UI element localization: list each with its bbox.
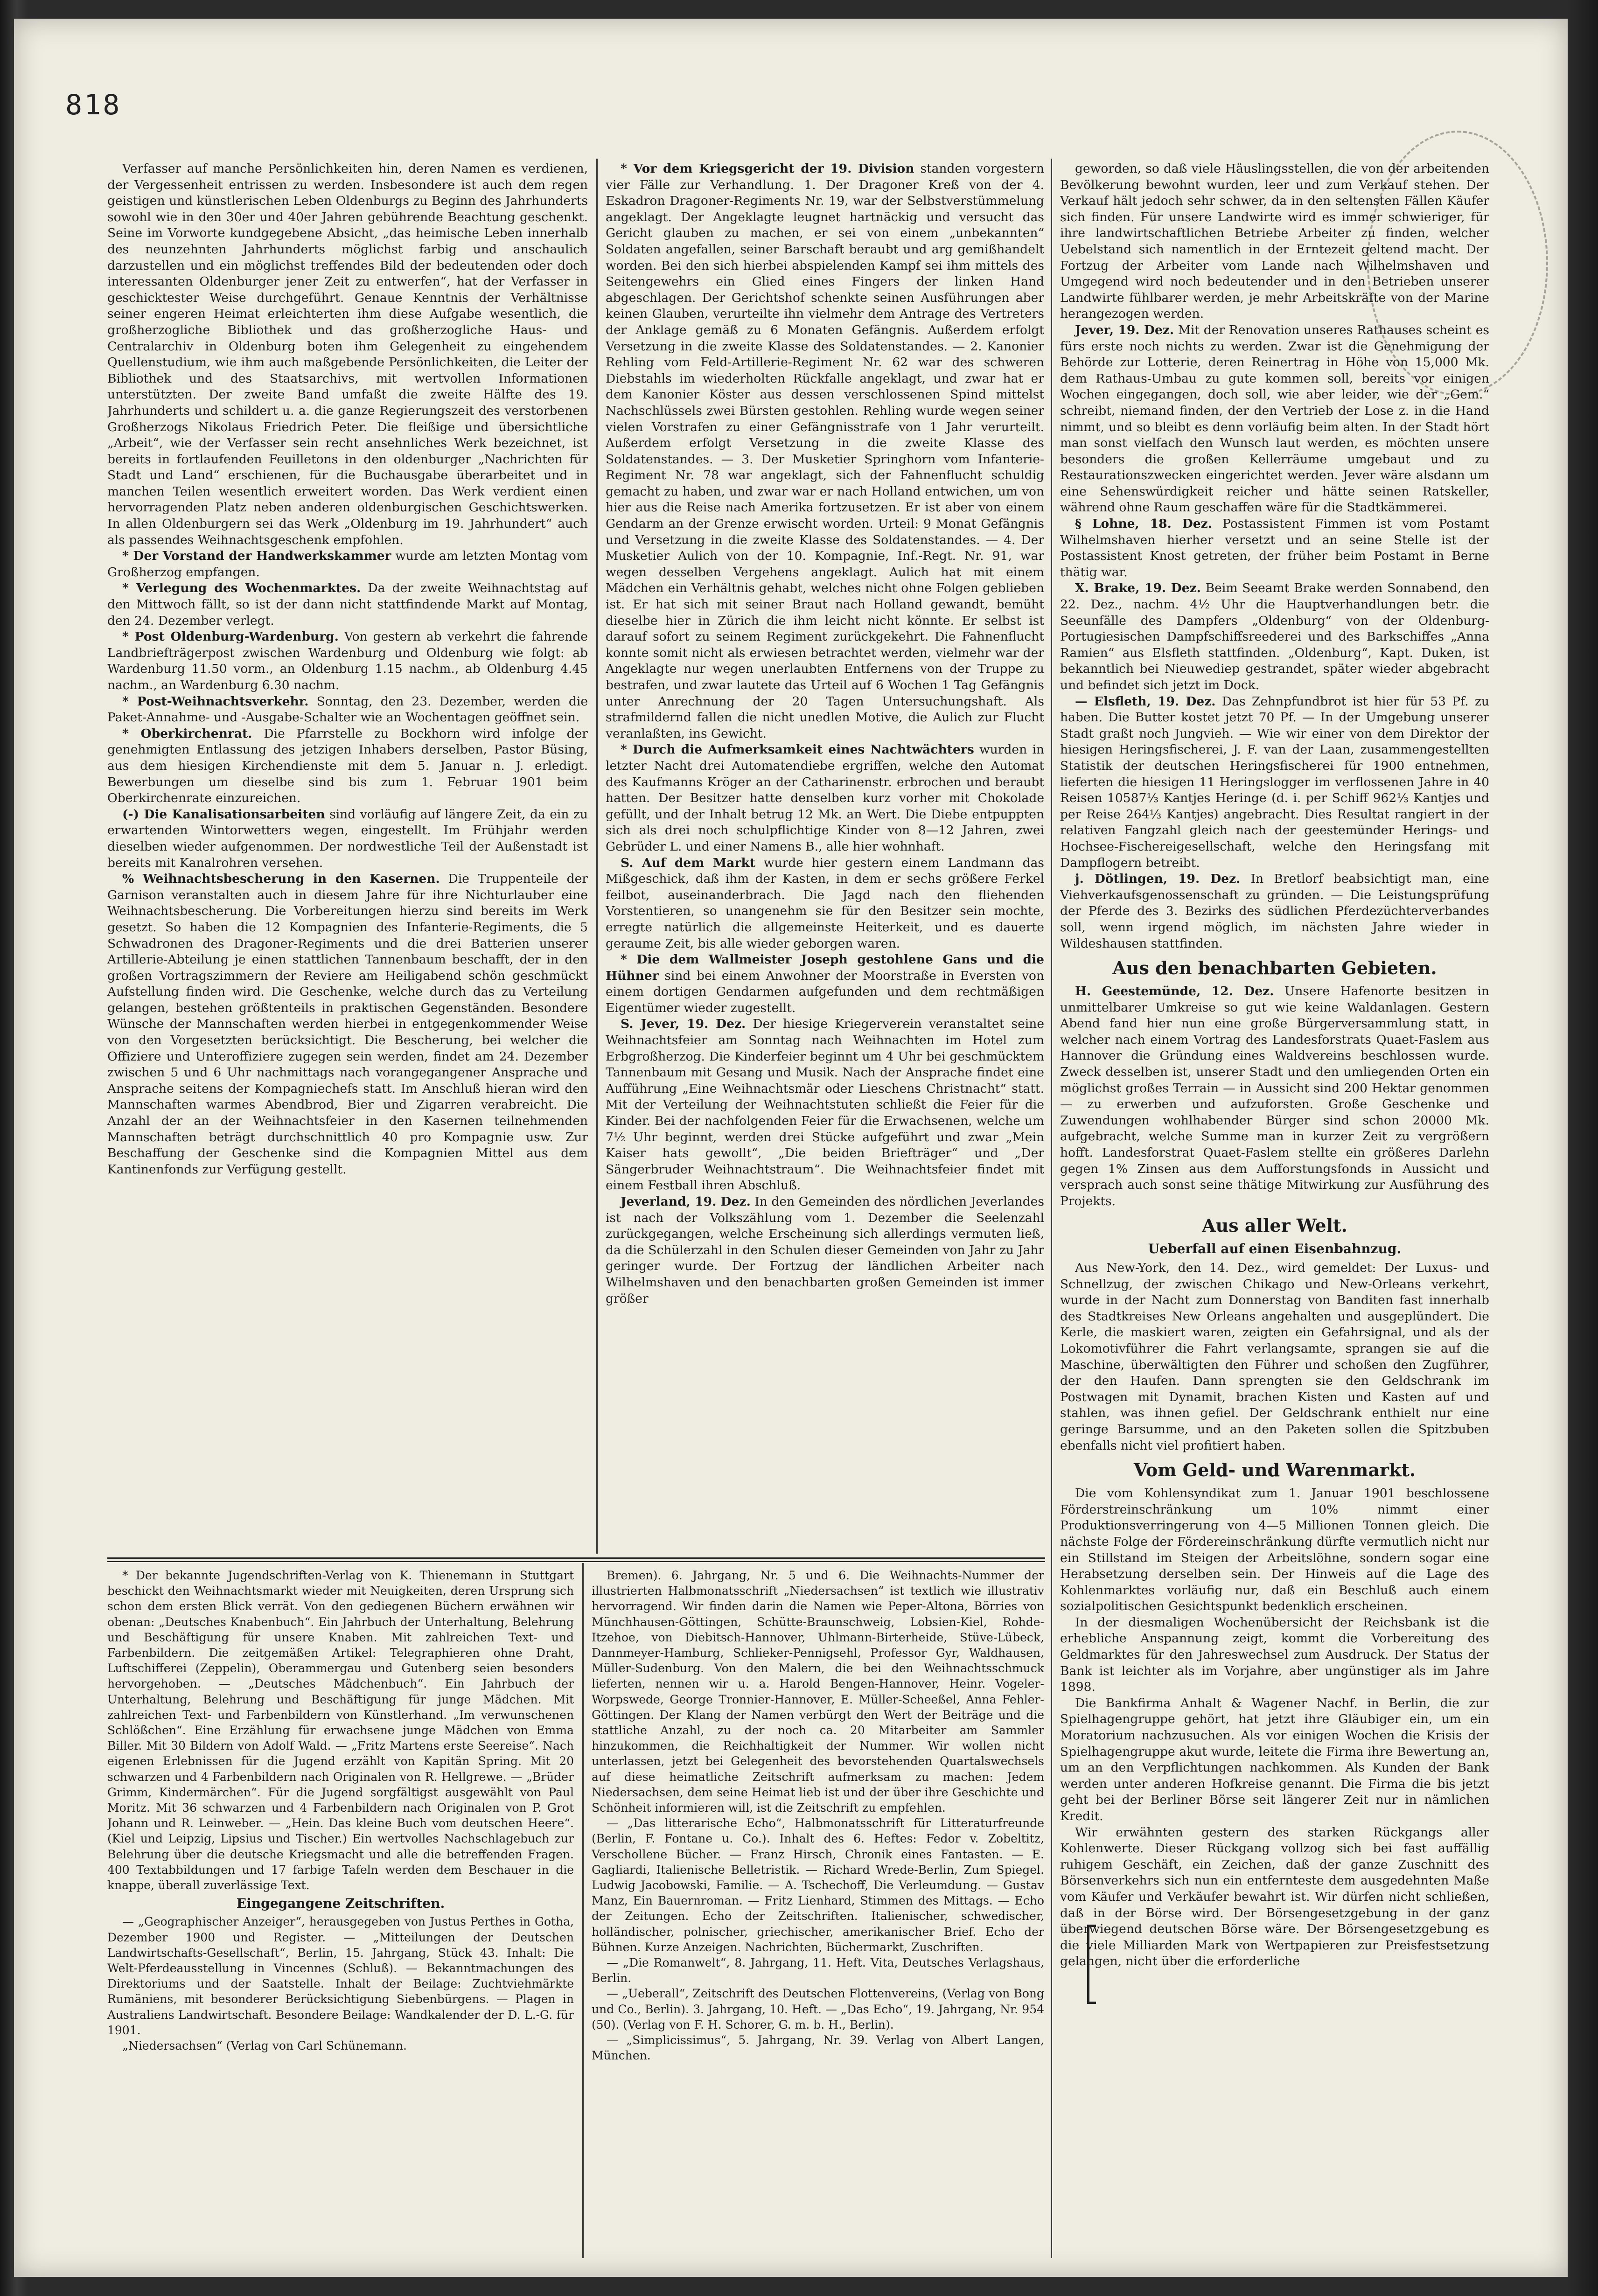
article-text: sind bei einem Anwohner der Moorstraße in Eversten von einem dortigen Gendarmen aufgefunden und dem rechtmäßigen Eigentümer wieder zugestellt.	[606, 968, 1044, 1015]
article-paragraph	[107, 2038, 574, 2053]
article-headline: S. Auf dem Markt	[621, 855, 755, 870]
article-text: geworden, so daß viele Häuslingsstellen, die von der arbeitenden Bevölkerung bewohnt wurden, leer und zum Verkauf stehen. Der Verkauf hält jedoch sehr schwer, da in den seltensten Fällen Käufer sich finden. Für unsere Landwirte wird es immer schwieriger, für ihre landwirtschaftlichen Betriebe Arbeiter zu finden, welcher Uebelstand sich namentlich in der Erntezeit geltend macht. Der Fortzug der Arbeiter vom Lande nach Wilhelmshaven und Umgegend wird noch bedeutender und in den Betrieben unserer Landwirte fühlbarer werden, je mehr Arbeitskräfte von der Marine herangezogen werden.	[1060, 161, 1489, 321]
article-text: Beim Seeamt Brake werden Sonnabend, den 22. Dez., nachm. 4½ Uhr die Hauptverhandlungen betr. die Seeunfälle des Dampfers „Oldenburg“ von der Oldenburg-Portugiesischen Dampfschiffsreederei und des Barkschiffes „Anna Ramien“ aus Elsfleth stattfinden. „Oldenburg“, Kapt. Duken, ist bekanntlich bei Nieuwediep gestrandet, später wieder abgebracht und befindet sich jetzt im Dock.	[1060, 581, 1489, 692]
article-text: wurde am letzten Montag vom Großherzog empfangen.	[107, 549, 588, 579]
column-divider	[596, 159, 598, 1554]
article-text: wurde hier gestern einem Landmann das Mißgeschick, daß ihm der Kasten, in dem er sechs größere Ferkel feilbot, auseinanderbrach. Die Jagd nach den fliehenden Vorstentieren, so unangenehm sie für den Besitzer sein mochte, erregte natürlich die allgemeinste Heiterkeit, und es dauerte geraume Zeit, bis alle wieder geborgen waren.	[606, 855, 1044, 951]
article-headline: * Die dem Wallmeister Joseph gestohlene Gans und die Hühner	[606, 952, 1044, 983]
article-paragraph	[107, 1568, 574, 1893]
article-text: Von gestern ab verkehrt die fahrende Landbriefträgerpost zwischen Wardenburg und Oldenburg wie folgt: ab Wardenburg 11.50 vorm., an Oldenburg 1.15 nachm., ab Oldenburg 4.45 nachm., an Wardenburg 6.30 nachm.	[107, 629, 588, 692]
article-paragraph	[107, 548, 588, 580]
margin-bracket-mark	[1087, 1925, 1096, 2004]
article-paragraph	[592, 1955, 1044, 1986]
article-paragraph	[1060, 984, 1489, 1209]
article-text: Der hiesige Kriegerverein veranstaltet seine Weihnachtsfeier am Sonntag nach Weihnachten im Hotel zum Erbgroßherzog. Die Kinderfeier beginnt um 4 Uhr bei geschmücktem Tannenbaum mit Gesang und Musik. Nach der Ansprache findet eine Aufführung „Eine Weihnachtsmär oder Lieschens Christnacht“ statt. Mit der Verteilung der Weihnachtstuten schließt die Feier für die Kinder. Bei der nachfolgenden Feier für die Erwachsenen, welche um 7½ Uhr beginnt, werden drei Stücke aufgeführt und zwar „Mein Kaiser hats gewollt“, „Die beiden Briefträger“ und „Der Sängerbruder Weihnachtstraum“. Die Weihnachtsfeier findet mit einem Festball ihren Abschluß.	[606, 1017, 1044, 1193]
article-paragraph	[1060, 1615, 1489, 1696]
article-text: Die Pfarrstelle zu Bockhorn wird infolge der genehmigten Entlassung des jetzigen Inhabers derselben, Pastor Büsing, aus dem hiesigen Kirchendienste mit dem 5. Januar n. J. erledigt. Bewerbungen um dieselbe sind bis zum 1. Februar 1901 beim Oberkirchenrate einzureichen.	[107, 726, 588, 806]
article-paragraph	[1060, 1696, 1489, 1825]
article-paragraph	[1060, 1260, 1489, 1454]
article-headline: § Lohne, 18. Dez.	[1075, 516, 1212, 531]
article-paragraph	[1060, 1825, 1489, 1970]
article-text: Die vom Kohlensyndikat zum 1. Januar 1901 beschlossene Förderstreinschränkung um 10% nimmt einer Produktionsverringerung von 4—5 Millionen Tonnen gleich. Die nächste Folge der Fördereinschränkung dürfte vermutlich nicht nur ein Stillstand im Steigen der Arbeitslöhne, sondern sogar eine Herabsetzung derselben sein. Der Hinweis auf die Lage des Kohlenmarktes vorläufig nur, daß ein Beschluß auch einem sozialpolitischen Gesichtspunkt bedenklich erscheinen.	[1060, 1486, 1489, 1614]
article-text: — „Ueberall“, Zeitschrift des Deutschen Flottenvereins, (Verlag von Bong und Co., Berlin). 3. Jahrgang, 10. Heft. — „Das Echo“, 19. Jahrgang, Nr. 954 (50). (Verlag von F. H. Schorer, G. m. b. H., Berlin).	[592, 1987, 1044, 2031]
subheading: Eingegangene Zeitschriften.	[236, 1896, 445, 1912]
horizontal-divider	[107, 1561, 1045, 1562]
article-text: Wir erwähnten gestern des starken Rückgangs aller Kohlenwerte. Dieser Rückgang vollzog sich bei fast auffällig ruhigem Geschäft, ein Zeichen, daß der ganze Zuschnitt des Börsenverkehrs sich nun ein entfernteste dem ausgedehnten Maße vom Käufer und Verkäufer bewahrt ist. Wir dürfen nicht schließen, daß in der Börse wird. Der Börsengesetzgebung in der ganz überwiegend deutschen Börse wäre. Der Börsengesetzgebung es die viele Milliarden Mark von Wertpapieren zur Preisfestsetzung gelangen, nicht über die erforderliche	[1060, 1825, 1489, 1969]
bottom-middle-column	[592, 1568, 1044, 2263]
article-paragraph	[592, 1986, 1044, 2032]
article-paragraph	[606, 855, 1044, 952]
article-text: In Bretlorf beabsichtigt man, eine Viehverkaufsgenossenschaft zu gründen. — Die Leistungsprüfung der Pferde des 3. Bezirks des südlichen Pferdezüchterverbandes soll, wenn irgend möglich, im nächsten Jahre wieder in Wildeshausen stattfinden.	[1060, 872, 1489, 951]
article-paragraph	[107, 726, 588, 807]
article-headline: S. Jever, 19. Dez.	[621, 1017, 746, 1032]
article-text: Sonntag, den 23. Dezember, werden die Paket-Annahme- und -Ausgabe-Schalter wie an Wochentagen geöffnet sein.	[107, 694, 588, 725]
article-headline: H. Geestemünde, 12. Dez.	[1075, 984, 1274, 999]
section-heading: Aus den benachbarten Gebieten.	[1112, 957, 1437, 979]
article-text: Da der zweite Weihnachtstag auf den Mittwoch fällt, so ist der dann nicht stattfindende Markt auf Montag, den 24. Dezember verlegt.	[107, 581, 588, 628]
article-paragraph	[1060, 871, 1489, 952]
article-text: Die Truppenteile der Garnison veranstalten auch in diesem Jahre für ihre Nichturlauber eine Weihnachtsbescherung. Die Vorbereitungen hierzu sind bereits im Werk gesetzt. So haben die 12 Kompagnien des Infanterie-Regiments, die 5 Schwadronen des Dragoner-Regiments und die drei Batterien unserer Artillerie-Abteilung je einen stattlichen Tannenbaum beschafft, der in den großen Vortragszimmern der Reviere am Heiligabend schön geschmückt Aufstellung finden wird. Die Geschenke, welche durch das zu Verteilung gelangen, bestehen größtenteils in praktischen Gegenständen. Besondere Wünsche der Mannschaften werden hierbei in entgegenkommender Weise von den Vorgesetzten berücksichtigt. Die Bescherung, bei welcher die Offiziere und Unteroffiziere zugegen sein werden, findet am 24. Dezember zwischen 5 und 6 Uhr nachmittags nach vorangegangener Ansprache und Ansprache seitens der Kompagniechefs statt. Im Anschluß hieran wird den Mannschaften warmes Abendbrod, Bier und Zigarren verabreicht. Die Anzahl der an der Weihnachtsfeier in den Kasernen teilnehmenden Mannschaften beträgt durchschnittlich 40 pro Kompagnie usw. Zur Beschaffung der Geschenke sind die Kompagnien Mittel aus dem Kantinenfonds zur Verfügung gestellt.	[107, 872, 588, 1177]
article-paragraph	[606, 742, 1044, 855]
article-headline: (-) Die Kanalisationsarbeiten	[122, 807, 325, 822]
article-headline: * Vor dem Kriegsgericht der 19. Division	[621, 161, 914, 176]
article-paragraph	[1060, 516, 1489, 580]
article-headline: * Verlegung des Wochenmarktes.	[122, 581, 361, 596]
article-paragraph	[107, 161, 588, 548]
article-headline: * Post-Weihnachtsverkehr.	[122, 694, 309, 709]
horizontal-divider	[107, 1557, 1045, 1559]
article-headline: * Post Oldenburg-Wardenburg.	[122, 629, 339, 644]
article-paragraph	[107, 807, 588, 871]
section-heading: Vom Geld- und Warenmarkt.	[1133, 1459, 1416, 1481]
article-text: Das Zehnpfundbrot ist hier für 53 Pf. zu haben. Die Butter kostet jetzt 70 Pf. — In der Umgebung unserer Stadt graßt noch Jungvieh. — Wie wir einer von dem Direktor der hiesigen Heringsfischerei, J. F. van der Laan, zusammengestellten Statistik der deutschen Heringsfischerei für 1900 entnehmen, lieferten die hiesigen 11 Heringslogger im verflossenen Jahre in 40 Reisen 10587⅓ Kantjes Heringe (d. i. per Schiff 962⅓ Kantjes und per Reise 264⅓ Kantjes) angebracht. Dies Resultat rangiert in der relativen Fangzahl gleich nach der geestemünder Herings- und Hochsee-Fischereigesellschaft, welche den Heringsfang mit Dampflogern betreibt.	[1060, 694, 1489, 870]
article-paragraph	[592, 1815, 1044, 1955]
article-paragraph	[606, 1194, 1044, 1307]
article-headline: * Der Vorstand der Handwerkskammer	[122, 549, 391, 564]
article-text: Aus New-York, den 14. Dez., wird gemeldet: Der Luxus- und Schnellzug, der zwischen Chikago und New-Orleans verkehrt, wurde in der Nacht zum Donnerstag von Banditen fast innerhalb des Stadtkreises New Orleans angehalten und ausgeplündert. Die Kerle, die maskiert waren, zeigten ein Gefahrsignal, und als der Lokomotivführer die Fahrt verlangsamte, sprangen sie auf die Maschine, überwältigten den Führer und schoßen den Zugführer, der den Haufen. Dann sprengten sie den Geldschrank im Postwagen mit Dynamit, brachen Kisten und Kasten auf und stahlen, was ihnen gefiel. Der Geldschrank enthielt nur eine geringe Barsumme, und an den Paketen sollen die Spitzbuben ebenfalls nicht viel profitiert haben.	[1060, 1261, 1489, 1453]
article-paragraph	[592, 1568, 1044, 1815]
article-paragraph	[107, 629, 588, 693]
article-text: Unsere Hafenorte besitzen in unmittelbarer Umkreise so gut wie keine Waldanlagen. Gestern Abend fand hier nun eine große Bürgerversammlung statt, in welcher nach einem Vortrag des Landesforstrats Quaet-Faslem aus Hannover die Gründung eines Waldvereins beschlossen wurde. Zweck desselben ist, unserer Stadt und den umliegenden Orten ein möglichst großes Terrain — in Aussicht sind 200 Hektar genommen — zu erwerben und aufzuforsten. Große Geschenke und Zuwendungen wohlhabender Bürger sind schon 20000 Mk. aufgebracht, welche Summe man in kurzer Zeit zu vergrößern hofft. Landesforstrat Quaet-Faslem stellte ein größeres Darlehn gegen 1% Zinsen aus dem Aufforstungsfonds in Aussicht und versprach auch sonst seine thätige Mitwirkung zur Ausführung des Projekts.	[1060, 984, 1489, 1208]
article-headline: Jeverland, 19. Dez.	[621, 1194, 751, 1209]
article-text: — „Geographischer Anzeiger“, herausgegeben von Justus Perthes in Gotha, Dezember 1900 und Register. — „Mitteilungen der Deutschen Landwirtschafts-Gesellschaft“, Berlin, 15. Jahrgang, Stück 43. Inhalt: Die Welt-Pferdeausstellung in Vincennes (Schluß). — Bekanntmachungen des Direktoriums und der Saatstelle. Inhalt der Beilage: Zuchtviehmärkte Rumäniens, mit besonderer Berücksichtigung Siebenbürgens. — Plagen in Australiens Landwirtschaft. Besondere Beilage: Wandkalender der D. L.-G. für 1901.	[107, 1915, 574, 2037]
article-paragraph	[107, 1914, 574, 2038]
right-column	[1060, 161, 1489, 2265]
article-headline: j. Dötlingen, 19. Dez.	[1075, 872, 1241, 886]
column-divider	[582, 1563, 584, 2258]
middle-column	[606, 161, 1044, 1551]
article-paragraph	[107, 871, 588, 1178]
page-number: 818	[65, 89, 122, 121]
article-text: Bremen). 6. Jahrgang, Nr. 5 und 6. Die Weihnachts-Nummer der illustrierten Halbmonatsschrift „Niedersachsen“ ist textlich wie illustrativ hervorragend. Wir finden darin die Namen wie Peper-Altona, Börries von Münchhausen-Göttingen, Schütte-Braunschweig, Lobsien-Kiel, Rohde-Itzehoe, von Diebitsch-Hannover, Uhlmann-Birterheide, Stüve-Lübeck, Dannmeyer-Hamburg, Schlieker-Pennigsehl, Professor Gyr, Waldhausen, Müller-Sudenburg. Von den Malern, die bei den Weihnachtsschmuck lieferten, nennen wir u. a. Harold Bengen-Hannover, Heinr. Vogeler-Worpswede, George Tronnier-Hannover, E. Müller-Scheeßel, Anna Fehler-Göttingen. Der Klang der Namen verbürgt den Wert der Beiträge und die stattliche Anzahl, zu der noch ca. 20 Mitarbeiter am Sammler hinzukommen, die Reichhaltigkeit der Nummer. Wir wollen nicht unterlassen, jetzt bei Gelegenheit des bevorstehenden Quartalswechsels auf diese heimatliche Zeitschrift aufmerksam zu machen: Jedem Niedersachsen, dem seine Heimat lieb ist und der über ihre Geschichte und Schönheit informieren will, ist die Zeitschrift zu empfehlen.	[592, 1569, 1044, 1815]
article-paragraph	[1060, 1486, 1489, 1615]
article-paragraph	[606, 1016, 1044, 1194]
article-paragraph	[606, 161, 1044, 742]
article-text: Postassistent Fimmen ist vom Postamt Wilhelmshaven hierher versetzt und an seine Stelle ist der Postassistent Knost getreten, der früher beim Postamt in Berne thätig war.	[1060, 516, 1489, 579]
article-text: — „Die Romanwelt“, 8. Jahrgang, 11. Heft. Vita, Deutsches Verlagshaus, Berlin.	[592, 1956, 1044, 1985]
left-column	[107, 161, 588, 1579]
article-paragraph	[107, 694, 588, 726]
article-headline: X. Brake, 19. Dez.	[1075, 581, 1201, 596]
article-text: — „Simplicissimus“, 5. Jahrgang, Nr. 39. Verlag von Albert Langen, München.	[592, 2033, 1044, 2063]
article-headline: % Weihnachtsbescherung in den Kasernen.	[122, 872, 440, 886]
article-headline: * Durch die Aufmerksamkeit eines Nachtwächters	[621, 742, 974, 757]
newspaper-page	[14, 19, 1568, 2277]
article-paragraph	[592, 2032, 1044, 2063]
bottom-left-column	[107, 1568, 574, 2263]
column-divider	[1051, 159, 1052, 2258]
scan-right-edge	[1568, 0, 1598, 2296]
article-paragraph	[1060, 580, 1489, 693]
article-text: Verfasser auf manche Persönlichkeiten hin, deren Namen es verdienen, der Vergessenheit entrissen zu werden. Insbesondere ist auch dem regen geistigen und künstlerischen Leben Oldenburgs zu Beginn des Jahrhunderts sowohl wie in den 30er und 40er Jahren gebührende Beachtung geschenkt. Seine im Vorworte kundgegebene Absicht, „das heimische Leben innerhalb des neunzehnten Jahrhunderts möglichst farbig und anschaulich darzustellen und ein möglichst treffendes Bild der bedeutenden oder doch interessanten Oldenburger jener Zeit zu entwerfen“, hat der Verfasser in geschicktester Weise durchgeführt. Genaue Kenntnis der Verhältnisse seiner engeren Heimat erleichterten ihm diese Aufgabe wesentlich, die großherzogliche Bibliothek und das großherzogliche Haus- und Centralarchiv in Oldenburg boten ihm Gelegenheit zu eingehendem Quellenstudium, wie ihm auch maßgebende Persönlichkeiten, die Leiter der Bibliothek und des Staatsarchivs, mit wertvollen Informationen unterstützten. Der zweite Band umfaßt die zweite Hälfte des 19. Jahrhunderts und schildert u. a. die ganze Regierungszeit des verstorbenen Großherzogs Nikolaus Friedrich Peter. Die fleißige und übersichtliche „Arbeit“, wie der Verfasser sein recht ansehnliches Werk bezeichnet, ist bereits in fortlaufenden Feuilletons in den oldenburger „Nachrichten für Stadt und Land“ erschienen, für die Buchausgabe überarbeitet und in manchen Teilen wesentlich erweitert worden. Das Werk verdient einen hervorragenden Platz neben anderen oldenburgischen Geschichtswerken. In allen Oldenburgern sei das Werk „Oldenburg im 19. Jahrhundert“ auch als passendes Weihnachtsgeschenk empfohlen.	[107, 161, 588, 547]
article-paragraph	[1060, 694, 1489, 872]
article-text: In den Gemeinden des nördlichen Jeverlandes ist nach der Volkszählung vom 1. Dezember die Seelenzahl zurückgegangen, welche Erscheinung sich allerdings vermuten ließ, da die Schülerzahl in den Schulen dieser Gemeinden von Jahr zu Jahr geringer wurde. Der Fortzug der ländlichen Arbeiter nach Wilhelmshaven und den benachbarten großen Gemeinden ist immer größer	[606, 1194, 1044, 1306]
article-paragraph	[606, 952, 1044, 1016]
article-headline: — Elsfleth, 19. Dez.	[1075, 694, 1216, 709]
article-headline: * Oberkirchenrat.	[122, 726, 252, 741]
subheading: Ueberfall auf einen Eisenbahnzug.	[1148, 1241, 1402, 1257]
article-text: wurden in letzter Nacht drei Automatendiebe ergriffen, welche den Automat des Kaufmanns Kröger an der Catharinenstr. erbrochen und beraubt hatten. Der Besitzer hatte denselben kurz vorher mit Chokolade gefüllt, und der Inhalt betrug 12 Mk. an Wert. Die Diebe entpuppten sich als drei noch schulpflichtige Kinder von 8—12 Jahren, zwei Gebrüder L. und einer Namens B., alle hier wohnhaft.	[606, 742, 1044, 854]
article-headline: Jever, 19. Dez.	[1075, 322, 1174, 337]
article-text: sind vorläufig auf längere Zeit, da ein zu erwartenden Wintorwetters wegen, eingestellt. Im Frühjahr werden dieselben wieder aufgenommen. Der nordwestliche Teil der Außenstadt ist bereits mit Kanalrohren versehen.	[107, 807, 588, 870]
section-heading: Aus aller Welt.	[1202, 1215, 1347, 1236]
article-text: * Der bekannte Jugendschriften-Verlag von K. Thienemann in Stuttgart beschickt den Weihnachtsmarkt wieder mit Neuigkeiten, deren Ursprung sich schon dem ersten Blick verrät. Von den gediegenen Büchern erwähnen wir obenan: „Deutsches Knabenbuch“. Ein Jahrbuch der Unterhaltung, Belehrung und Beschäftigung für unsere Knaben. Mit zahlreichen Text- und Farbenbildern. Die zeitgemäßen Artikel: Telegraphieren ohne Draht, Luftschifferei (Zeppelin), Oberammergau und Gutenberg seien besonders hervorgehoben. — „Deutsches Mädchenbuch“. Ein Jahrbuch der Unterhaltung, Belehrung und Beschäftigung für junge Mädchen. Mit zahlreichen Text- und Farbenbildern von Künstlerhand. „Im verwunschenen Schlößchen“. Eine Erzählung für erwachsene junge Mädchen von Emma Biller. Mit 30 Bildern von Adolf Wald. — „Fritz Martens erste Seereise“. Nach eigenen Erlebnissen für die Jugend erzählt von Kapitän Spring. Mit 20 schwarzen und 4 Farbenbildern nach Originalen von R. Hellgrewe. — „Brüder Grimm, Kindermärchen“. Für die Jugend sorgfältigst ausgewählt von Paul Moritz. Mit 36 schwarzen und 4 Farbenbildern nach Originalen von P. Grot Johann und R. Leinweber. — „Hein. Das kleine Buch vom deutschen Heere“. (Kiel und Leipzig, Lipsius und Tischer.) Ein wertvolles Nachschlagebuch zur Belehrung über die deutsche Kriegsmacht und alle die betreffenden Fragen. 400 Textabbildungen und 17 farbige Tafeln werden dem Beschauer in die knappe, überall zuverlässige Text.	[107, 1569, 574, 1892]
article-text: „Niedersachsen“ (Verlag von Carl Schünemann.	[122, 2039, 407, 2053]
margin-ink-mark	[1367, 131, 1548, 396]
article-text: — „Das litterarische Echo“, Halbmonatsschrift für Litteraturfreunde (Berlin, F. Fontane u. Co.). Inhalt des 6. Heftes: Fedor v. Zobeltitz, Verschollene Bücher. — Franz Hirsch, Chronik eines Fantasten. — E. Gagliardi, Italienische Belletristik. — Richard Wrede-Berlin, Zum Spiegel. Ludwig Jacobowski, Familie. — A. Tschechoff, Die Verleumdung. — Gustav Manz, Ein Bauernroman. — Fritz Lienhard, Stimmen des Mittags. — Echo der Zeitungen. Echo der Zeitschriften. Italienischer, schwedischer, holländischer, polnischer, griechischer, amerikanischer Brief. Echo der Bühnen. Kurze Anzeigen. Nachrichten, Büchermarkt, Zuschriften.	[592, 1816, 1044, 1954]
article-text: Mit der Renovation unseres Rathauses scheint es fürs erste noch nichts zu werden. Zwar ist die Genehmigung der Behörde zur Lotterie, deren Reinertrag in Höhe von 15,000 Mk. dem Rathaus-Umbau zu gute kommen soll, bereits vor einigen Wochen eingegangen, doch soll, wie aber leider, wie der „Gem.“ schreibt, niemand finden, der den Vertrieb der Lose z. in die Hand nimmt, und so bleibt es denn vorläufig beim alten. In der Stadt hört man sonst vielfach den Wunsch laut werden, es möchten unsere besonders die großen Kellerräume umgebaut und zu Restaurationszwecken eingerichtet werden. Jever wäre alsdann um eine Sehenswürdigkeit reicher und hätte seinen Ratskeller, während ohne Raum geschaffen wäre für die Stadtkämmerei.	[1060, 322, 1489, 515]
article-text: Die Bankfirma Anhalt & Wagener Nachf. in Berlin, die zur Spielhagengruppe gehört, hat jetzt ihre Gläubiger ein, um ein Moratorium nachzusuchen. Als vor einigen Wochen die Krisis der Spielhagengruppe akut wurde, leitete die Firma ihre Bewertung an, um an den Verpflichtungen nachkommen. Als Kunden der Bank werden unter anderen Hofkreise genannt. Die Firma die bis jetzt geht bei der Berliner Börse seit längerer Zeit nur in nämlichen Kredit.	[1060, 1696, 1489, 1823]
article-paragraph	[107, 580, 588, 629]
article-text: In der diesmaligen Wochenübersicht der Reichsbank ist die erhebliche Anspannung zeigt, kommt die Vorbereitung des Geldmarktes für den Jahreswechsel zum Ausdruck. Der Status der Bank ist leichter als im Vorjahre, aber ungünstiger als im Jahre 1898.	[1060, 1615, 1489, 1695]
article-text: standen vorgestern vier Fälle zur Verhandlung. 1. Der Dragoner Kreß von der 4. Eskadron Dragoner-Regiments Nr. 19, war der Selbstverstümmelung angeklagt. Der Angeklagte leugnet hartnäckig und versucht das Gericht glauben zu machen, er sei von einem „unbekannten“ Soldaten angefallen, seiner Barschaft beraubt und arg gemißhandelt worden. Bei den sich hierbei abspielenden Kampf sei ihm mittels des Seitengewehrs ein Glied eines Fingers der linken Hand abgeschlagen. Der Gerichtshof schenkte seinen Ausführungen aber keinen Glauben, verurteilte ihn vielmehr dem Antrage des Vertreters der Anklage gemäß zu 6 Monaten Gefängnis. Außerdem erfolgt Versetzung in die zweite Klasse des Soldatenstandes. — 2. Kanonier Rehling vom Feld-Artillerie-Regiment Nr. 62 war des schweren Diebstahls im wiederholten Rückfalle angeklagt, und zwar hat er dem Kanonier Köster aus dessen verschlossenen Spind mittelst Nachschlüssels zwei Bürsten gestohlen. Rehling wurde wegen seiner vielen Vorstrafen zu einer Gefängnisstrafe von 1 Jahr verurteilt. Außerdem erfolgt Versetzung in die zweite Klasse des Soldatenstandes. — 3. Der Musketier Springhorn vom Infanterie-Regiment Nr. 78 war angeklagt, sich der Fahnenflucht schuldig gemacht zu haben, und zwar war er nach Holland entwichen, um von hier aus die Reise nach Amerika fortzusetzen. Er ist aber von einem Gendarm an der Grenze erwischt worden. Urteil: 9 Monat Gefängnis und Versetzung in die zweite Klasse des Soldatenstandes. — 4. Der Musketier Aulich von der 10. Kompagnie, Inf.-Regt. Nr. 91, war wegen desselben Vergehens angeklagt. Aulich hat mit einem Mädchen ein Verhältnis gehabt, welches nicht ohne Folgen geblieben ist. Er hat sich mit seiner Braut nach Holland gewandt, bemüht dieselbe hier in Zürich die ihm leicht nicht könnte. Er selbst ist darauf sofort zu seinem Regiment zurückgekehrt. Die Fahnenflucht konnte somit nicht als erwiesen betrachtet werden, vielmehr war der Angeklagte nur wegen unerlaubten Entfernens von der Truppe zu bestrafen, und zwar lautete das Urteil auf 6 Wochen 1 Tag Gefängnis unter Anrechnung der 20 Tagen Untersuchungshaft. Als strafmildernd fallen die nicht unedlen Motive, die Aulich zur Flucht veranlaßten, ins Gewicht.	[606, 161, 1044, 741]
